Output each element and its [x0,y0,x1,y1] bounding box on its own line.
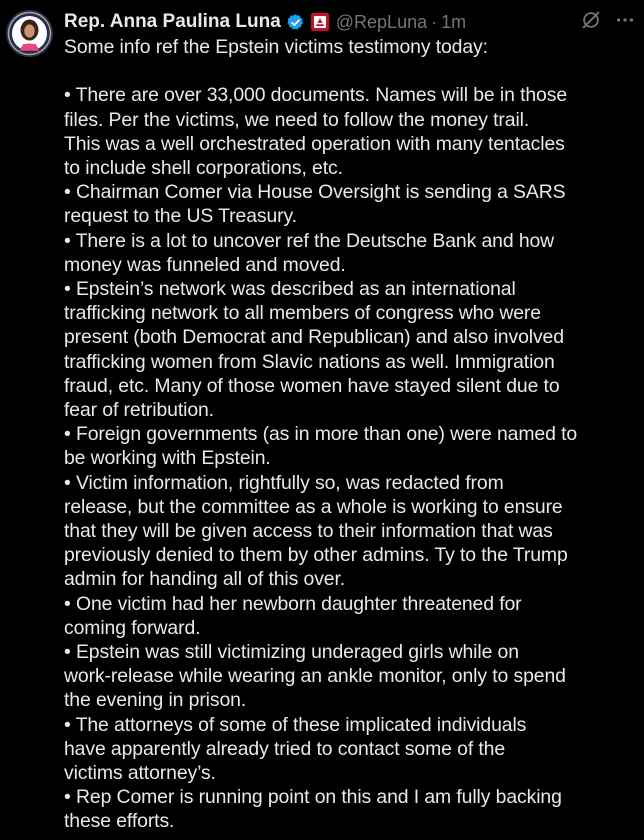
tweet-text [64,35,638,834]
tweet-line: trafficking network to all members of congress who were [64,302,541,325]
author-avatar[interactable] [6,10,53,57]
tweet-line: • Epstein’s network was described as an international [64,278,516,301]
tweet-line: • Victim information, rightfully so, was redacted from [64,471,504,494]
tweet-line: work-release while wearing an ankle monitor, only to spend [64,665,566,688]
header-actions [580,9,636,35]
tweet-line: • There is a lot to uncover ref the Deutsche Bank and how [64,229,555,252]
tweet-line-blank [64,59,638,83]
tweet-line: trafficking women from Slavic nations as well. Immigration [64,350,555,373]
tweet-line: • Epstein was still victimizing underaged girls while on [64,641,519,664]
tweet-line: present (both Democrat and Republican) and also involved [64,326,564,349]
author-handle[interactable]: @RepLuna [335,11,428,32]
tweet-line: admin for handing all of this over. [64,568,346,591]
tweet-line: have apparently already tried to contact some of the [64,737,506,760]
tweet-line: coming forward. [64,616,201,639]
tweet-line: request to the US Treasury. [64,205,297,228]
tweet-line: fear of retribution. [64,399,214,422]
grok-icon[interactable] [580,9,602,36]
tweet-line: these efforts. [64,810,175,833]
more-options-icon[interactable] [614,9,636,36]
tweet-line: victims attorney’s. [64,762,216,785]
tweet-line: • Chairman Comer via House Oversight is sending a SARS [64,181,566,204]
tweet-line: files. Per the victims, we need to follow the money trail. [64,108,530,131]
post-timestamp[interactable]: 1m [441,11,467,32]
tweet-line: to include shell corporations, etc. [64,157,343,179]
tweet-header [64,9,636,35]
tweet-line: release, but the committee as a whole is working to ensure [64,495,563,518]
tweet-line: • Foreign governments (as in more than one) were named to [64,423,578,446]
tweet-line: • The attorneys of some of these implicated individuals [64,713,527,736]
tweet-line: This was a well orchestrated operation with many tentacles [64,132,565,155]
tweet-line: • One victim had her newborn daughter threatened for [64,592,522,615]
tweet-line: that they will be given access to their information that was [64,520,553,543]
tweet-line: fraud, etc. Many of those women have stayed silent due to [64,374,560,397]
tweet-line: • There are over 33,000 documents. Names will be in those [64,84,568,107]
tweet-line: be working with Epstein. [64,447,271,470]
author-display-name[interactable]: Rep. Anna Paulina Luna [64,11,281,32]
separator-dot: · [431,11,438,32]
avatar-image [6,10,53,57]
verified-badge-icon [286,13,305,32]
tweet-line: money was funneled and moved. [64,253,346,276]
tweet-line: the evening in prison. [64,689,247,712]
congress-flag-icon [311,13,329,31]
tweet-line: previously denied to them by other admins. Ty to the Trump [64,544,568,567]
tweet-line: Some info ref the Epstein victims testimony today: [64,36,488,58]
tweet-line: • Rep Comer is running point on this and I am fully backing [64,786,562,809]
